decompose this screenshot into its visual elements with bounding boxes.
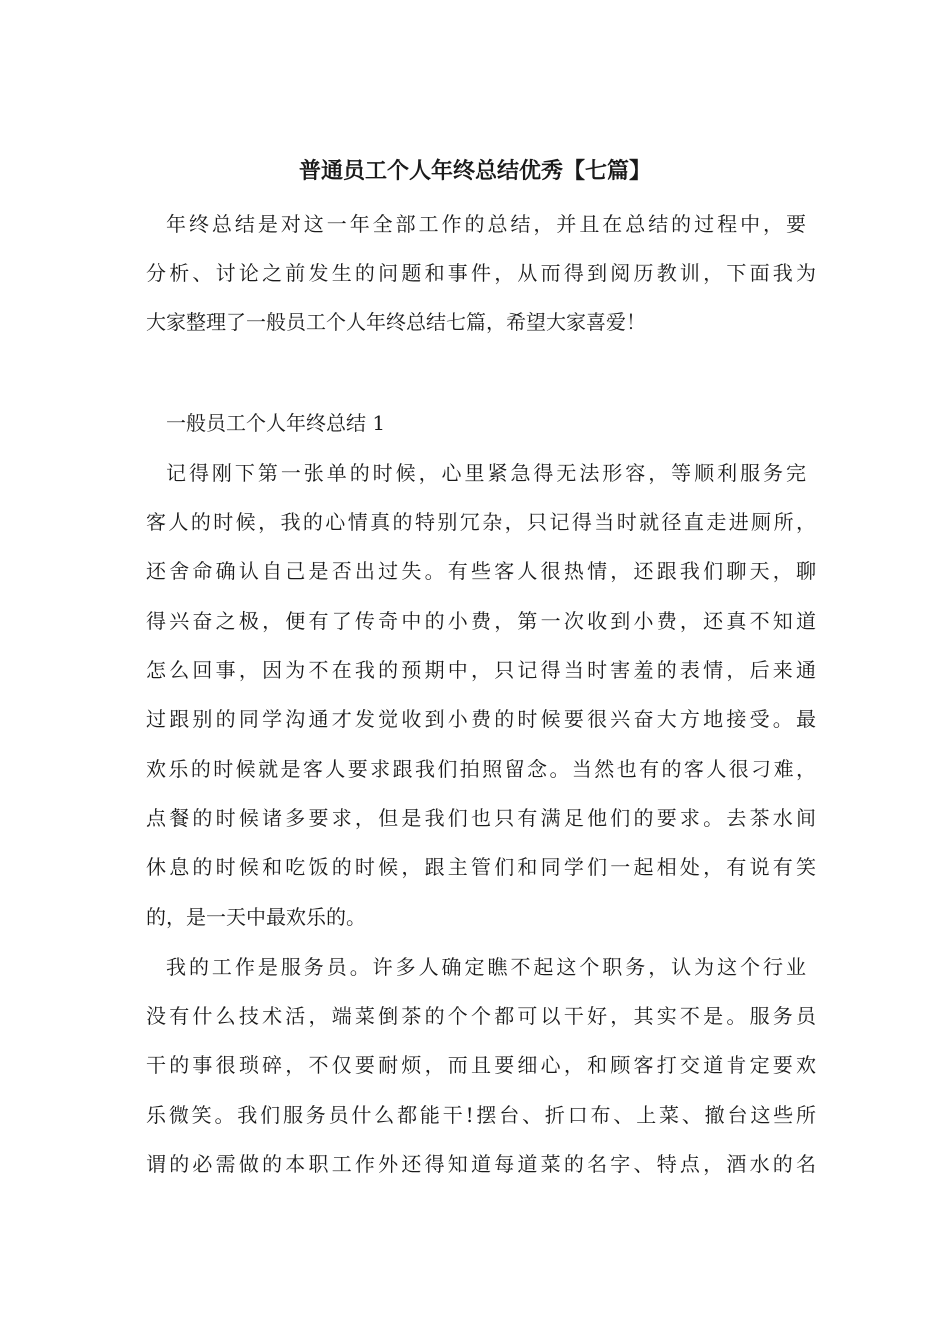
intro-line-3: 大家整理了一般员工个人年终总结七篇，希望大家喜爱！ (146, 310, 646, 334)
document-title: 普通员工个人年终总结优秀【七篇】 (298, 159, 651, 184)
paragraph1-line-1: 记得刚下第一张单的时候，心里紧急得无法形容，等顺利服务完 (166, 461, 806, 485)
intro-line-1: 年终总结是对这一年全部工作的总结，并且在总结的过程中，要 (166, 212, 806, 236)
paragraph2-line-2: 没有什么技术活，端菜倒茶的个个都可以干好，其实不是。服务员 (146, 1004, 816, 1028)
paragraph1-line-9: 休息的时候和吃饭的时候，跟主管们和同学们一起相处，有说有笑 (146, 855, 816, 879)
paragraph1-line-7: 欢乐的时候就是客人要求跟我们拍照留念。当然也有的客人很刁难， (146, 757, 816, 781)
paragraph2-line-3: 干的事很琐碎，不仅要耐烦，而且要细心，和顾客打交道肯定要欢 (146, 1053, 816, 1077)
paragraph1-line-8: 点餐的时候诸多要求，但是我们也只有满足他们的要求。去茶水间 (146, 806, 816, 830)
paragraph1-line-2: 客人的时候，我的心情真的特别冗杂，只记得当时就径直走进厕所， (146, 510, 816, 534)
paragraph1-line-6: 过跟别的同学沟通才发觉收到小费的时候要很兴奋大方地接受。最 (146, 707, 816, 731)
paragraph2-line-4: 乐微笑。我们服务员什么都能干!摆台、折口布、上菜、撤台这些所 (146, 1103, 816, 1127)
paragraph1-line-3: 还舍命确认自己是否出过失。有些客人很热情，还跟我们聊天，聊 (146, 559, 816, 583)
paragraph1-line-5: 怎么回事，因为不在我的预期中，只记得当时害羞的表情，后来通 (146, 658, 816, 682)
paragraph2-line-5: 谓的必需做的本职工作外还得知道每道菜的名字、特点，酒水的名 (146, 1152, 816, 1176)
section-heading: 一般员工个人年终总结 1 (166, 411, 386, 435)
paragraph1-line-4: 得兴奋之极，便有了传奇中的小费，第一次收到小费，还真不知道 (146, 609, 816, 633)
paragraph1-line-10: 的，是一天中最欢乐的。 (146, 905, 366, 929)
paragraph2-line-1: 我的工作是服务员。许多人确定瞧不起这个职务，认为这个行业 (166, 955, 806, 979)
intro-line-2: 分析、讨论之前发生的问题和事件，从而得到阅历教训，下面我为 (146, 261, 816, 285)
